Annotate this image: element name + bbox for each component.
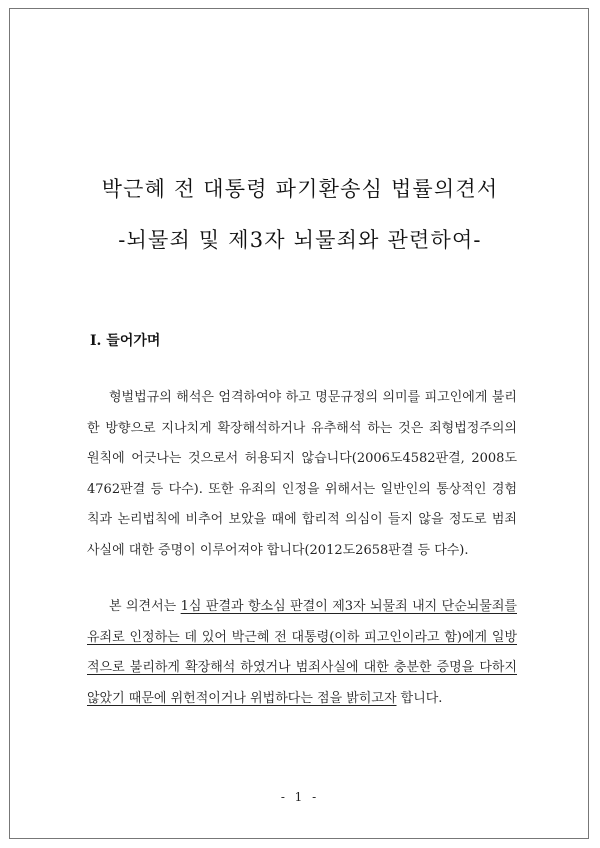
document-subtitle: -뇌물죄 및 제3자 뇌물죄와 관련하여- (118, 228, 482, 252)
document-title: 박근혜 전 대통령 파기환송심 법률의견서 (101, 177, 499, 201)
paragraph-tail: 합니다. (396, 690, 443, 706)
paragraph-lead: 본 의견서는 (109, 599, 181, 614)
paragraph-principles (87, 383, 517, 566)
page-number: - 1 - (280, 790, 320, 804)
section-heading: Ⅰ. 들어가며 (90, 333, 161, 349)
underlined-statement: 1심 판결과 항소심 판결이 제3자 뇌물죄 내지 단순뇌물죄를 유죄로 인정하는 데 있어 박근혜 전 대통령(이하 피고인이라고 함)에게 일방적으로 불리하게 확장해석 하였거나 범죄사실에 대한 충분한 증명을 다하지 않았기 때문에 위헌적이거나 위법하다는 점을 밝히고자 (87, 599, 517, 706)
paragraph-text: 형벌법규의 해석은 엄격하여야 하고 명문규정의 의미를 피고인에게 불리한 방향으로 지나치게 확장해석하거나 유추해석 하는 것은 죄형법정주의의 원칙에 어긋나는 것으로서 허용되지 않습니다(2006도4582판결, 2008도4762판결 등 다수). 또한 유죄의 인정을 위해서는 일반인의 통상적인 경험칙과 논리법칙에 비추어 보았을 때에 합리적 의심이 들지 않을 정도로 범죄사실에 대한 증명이 이루어져야 합니다(2012도2658판결 등 다수). (87, 390, 517, 558)
paragraph-purpose (87, 592, 517, 714)
